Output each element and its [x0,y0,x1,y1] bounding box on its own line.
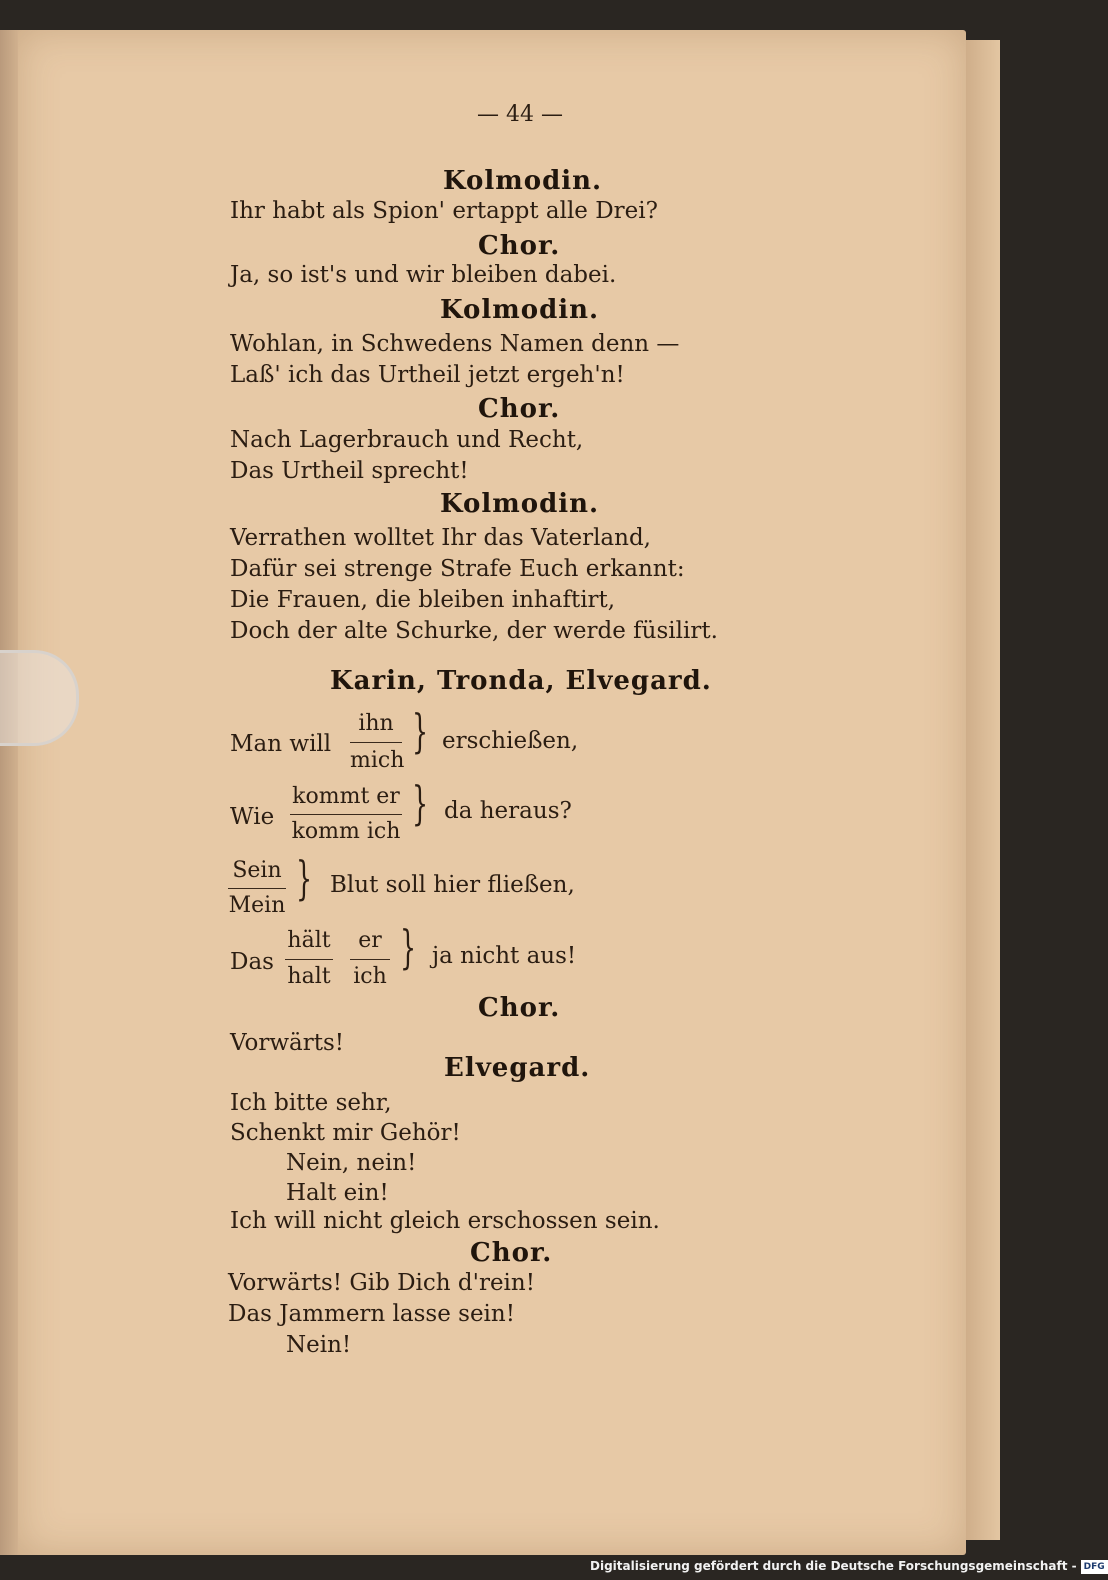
trio-prefix: Das [230,949,274,975]
trio-prefix: Man will [230,731,332,757]
verse-line: Schenkt mir Gehör! [230,1120,461,1146]
speaker-heading: Chor. [470,1238,553,1268]
page-number: — 44 — [477,102,563,127]
fraction-bar [350,959,390,960]
trio-top-word: kommt er [292,784,400,809]
verse-line: Nein, nein! [286,1150,417,1176]
speaker-heading: Kolmodin. [440,489,600,519]
trio-bottom-word: halt [287,964,331,989]
verse-line: Das Urtheil sprecht! [230,458,469,484]
verse-line: Ich will nicht gleich erschossen sein. [230,1208,660,1234]
fraction-bar [290,814,402,815]
dfg-logo: DFG [1081,1560,1108,1574]
verse-line: Ich bitte sehr, [230,1090,392,1116]
verse-line: Verrathen wolltet Ihr das Vaterland, [230,525,651,551]
verse-line: Doch der alte Schurke, der werde füsilirt. [230,618,718,644]
trio-bottom-word: komm ich [291,819,401,844]
verse-line: Ihr habt als Spion' ertappt alle Drei? [230,198,658,224]
trio-top-word: Sein [232,858,282,883]
speaker-heading: Chor. [478,993,561,1023]
verse-line: Nach Lagerbrauch und Recht, [230,427,584,453]
trio-top-word: er [358,928,382,953]
speaker-heading: Kolmodin. [440,295,600,325]
fraction-bar [350,742,402,743]
curly-brace: } [400,920,417,974]
trio-top-word: hält [287,928,331,953]
trio-heading: Karin, Tronda, Elvegard. [330,666,712,696]
verse-line: Vorwärts! Gib Dich d'rein! [228,1270,535,1296]
verse-line: Wohlan, in Schwedens Namen denn — [230,331,680,357]
trio-prefix: Wie [230,804,275,830]
trio-bottom-word: mich [350,748,405,773]
verse-line: Die Frauen, die bleiben inhaftirt, [230,587,616,613]
footer-text: Digitalisierung gefördert durch die Deutsche Forschungsgemeinschaft - [590,1559,1077,1573]
trio-suffix: erschießen, [442,728,579,754]
verse-line: Halt ein! [286,1180,389,1206]
speaker-heading: Chor. [478,394,561,424]
fraction-bar [228,888,286,889]
curly-brace: } [296,851,313,905]
verse-line: Dafür sei strenge Strafe Euch erkannt: [230,556,685,582]
verse-line: Ja, so ist's und wir bleiben dabei. [230,262,617,288]
trio-suffix: Blut soll hier fließen, [330,872,575,898]
digitization-footer [590,1556,1105,1576]
trio-suffix: da heraus? [444,798,572,824]
trio-bottom-word: Mein [228,893,286,918]
trio-bottom-word: ich [353,964,387,989]
verse-line: Vorwärts! [230,1030,345,1056]
trio-top-word: ihn [358,711,394,736]
speaker-heading: Chor. [478,231,561,261]
speaker-heading: Kolmodin. [443,166,603,196]
trio-suffix: ja nicht aus! [432,943,577,969]
verse-line: Laß' ich das Urtheil jetzt ergeh'n! [230,362,625,388]
curly-brace: } [412,704,429,758]
verse-line: Das Jammern lasse sein! [228,1301,515,1327]
fraction-bar [285,959,333,960]
speaker-heading: Elvegard. [444,1053,591,1083]
curly-brace: } [412,776,429,830]
verse-line: Nein! [286,1332,352,1358]
